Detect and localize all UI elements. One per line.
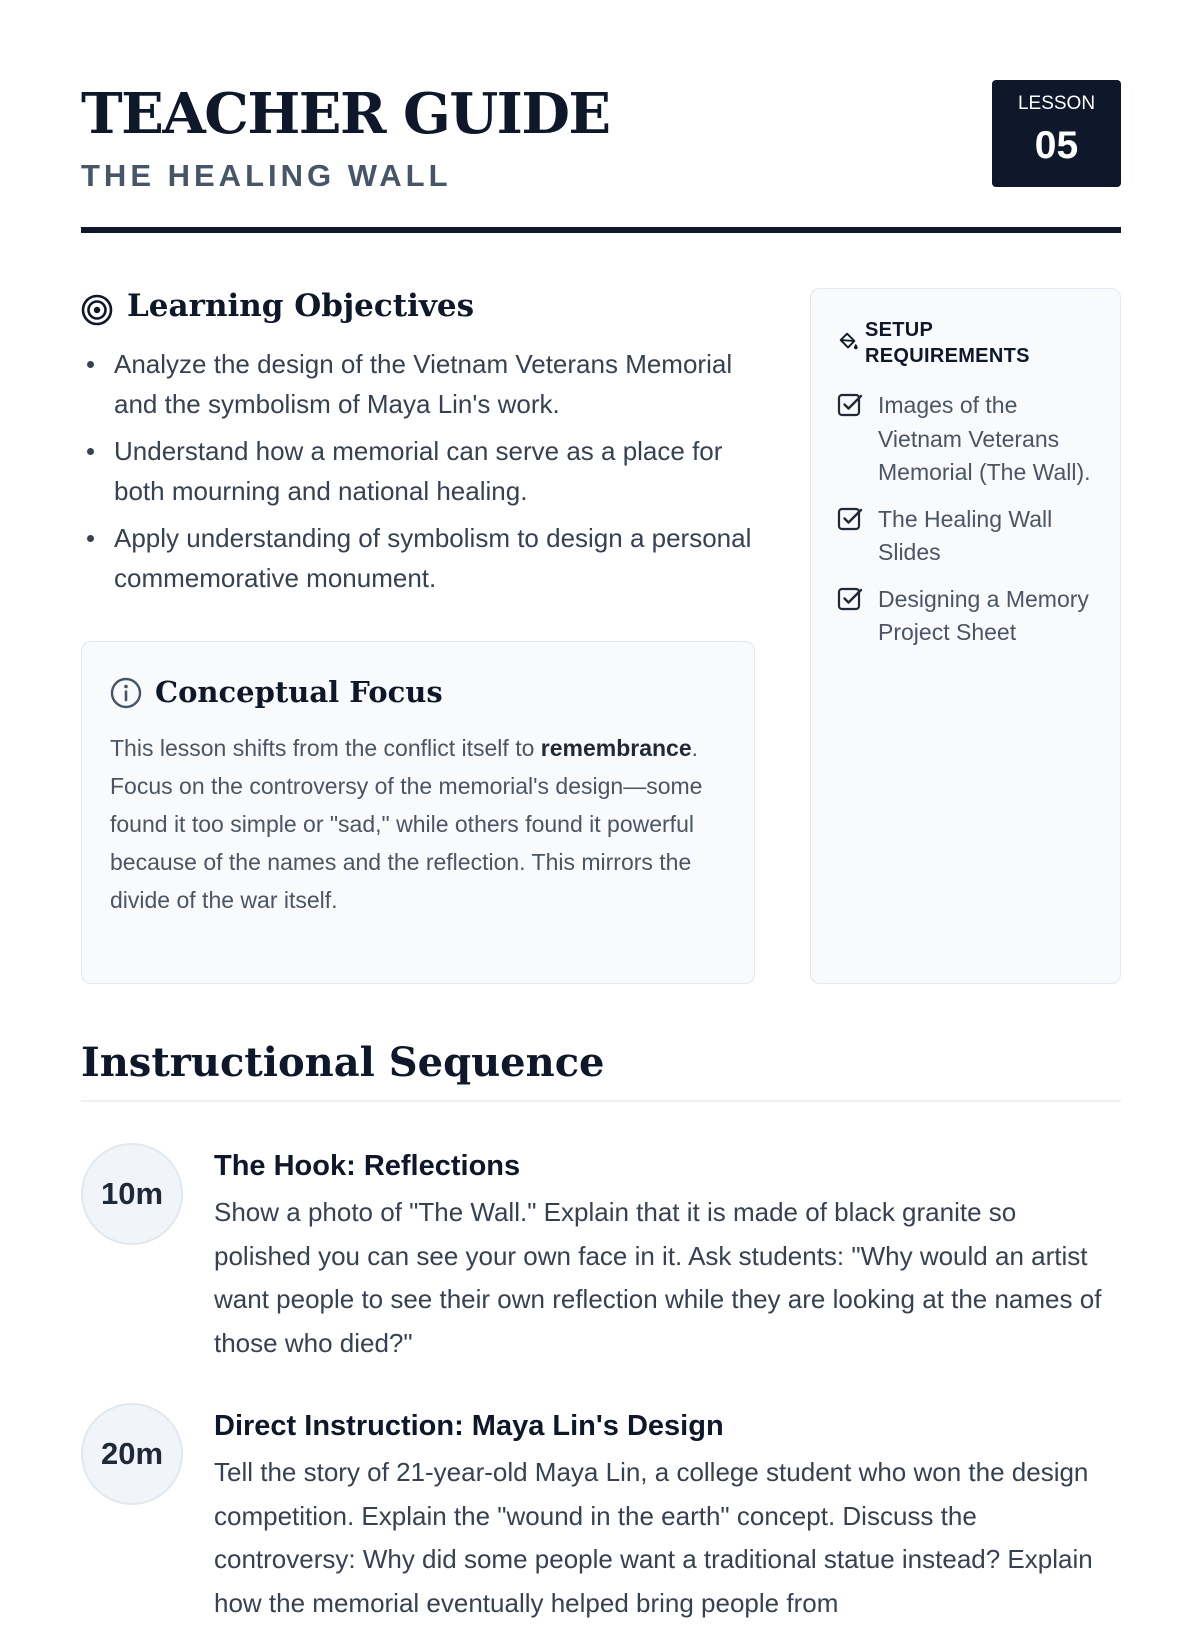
objective-item [81,431,761,511]
setup-item [837,389,1097,490]
step-duration-badge: 20m [81,1403,183,1505]
setup-item [837,583,1097,650]
focus-text-emphasis: remembrance [540,735,692,761]
setup-requirements-list [837,389,1097,663]
step-duration-badge: 10m [81,1143,183,1245]
focus-text-body: . Focus on the controversy of the memorial's design—some found it too simple or "sad," while others found it powerful because of the names and the reflection. This mirrors the divide of the war itself. [110,735,703,913]
sequence-divider [81,1100,1121,1102]
lesson-badge [992,80,1121,187]
setup-item-text: The Healing Wall Slides [878,505,1053,565]
setup-requirements-title: SETUP REQUIREMENTS [865,319,1030,367]
checkbox-checked-icon [837,586,863,612]
target-icon [81,294,113,326]
learning-objectives-title: Learning Objectives [127,288,475,324]
setup-item [837,503,1097,570]
objective-text: Apply understanding of symbolism to design a personal commemorative monument. [114,523,752,593]
step-title: The Hook: Reflections [214,1150,521,1182]
objective-item [81,344,761,424]
bullet [87,361,94,368]
lesson-badge-label: LESSON [1017,93,1096,114]
lesson-subtitle: THE HEALING WALL [81,158,452,193]
learning-objectives-section [81,288,761,605]
conceptual-focus-card [81,641,755,984]
conceptual-focus-text [110,729,720,919]
setup-item-text: Images of the Vietnam Veterans Memorial (The Wall). [878,392,1091,485]
bullet [87,535,94,542]
objective-text: Analyze the design of the Vietnam Veterans Memorial and the symbolism of Maya Lin's work. [114,349,733,419]
objectives-list [81,344,761,598]
conceptual-focus-title: Conceptual Focus [155,675,443,709]
conceptual-focus-header [110,675,710,715]
teacher-guide-page [81,0,1121,1618]
info-icon [110,677,142,709]
setup-item-text: Designing a Memory Project Sheet [878,585,1089,645]
page-title: TEACHER GUIDE [81,81,610,147]
focus-text-intro: This lesson shifts from the conflict itself to [110,735,541,761]
lesson-badge-number: 05 [1034,124,1079,167]
objective-text: Understand how a memorial can serve as a place for both mourning and national healing. [114,436,723,506]
checkbox-checked-icon [837,506,863,532]
paint-bucket-icon [837,330,859,352]
objective-item [81,518,761,598]
bullet [87,448,94,455]
checkbox-checked-icon [837,392,863,418]
header-divider [81,227,1121,233]
step-description: Show a photo of "The Wall." Explain that it is made of black granite so polished you can see your own face in it. Ask students: "Why would an artist want people to see their own reflection while they are looking at the names of those who died?" [214,1197,1102,1358]
guide-header [81,80,1121,230]
step-description: Tell the story of 21-year-old Maya Lin, a college student who won the design competition. Explain the "wound in the earth" concept. Discuss the controversy: Why did some people want a traditional statue instead? Explain how the memorial eventually helped bring people from [214,1457,1093,1618]
instructional-sequence-title: Instructional Sequence [81,1039,605,1086]
step-title: Direct Instruction: Maya Lin's Design [214,1410,724,1442]
setup-requirements-card [810,288,1121,984]
learning-objectives-header [81,288,761,332]
